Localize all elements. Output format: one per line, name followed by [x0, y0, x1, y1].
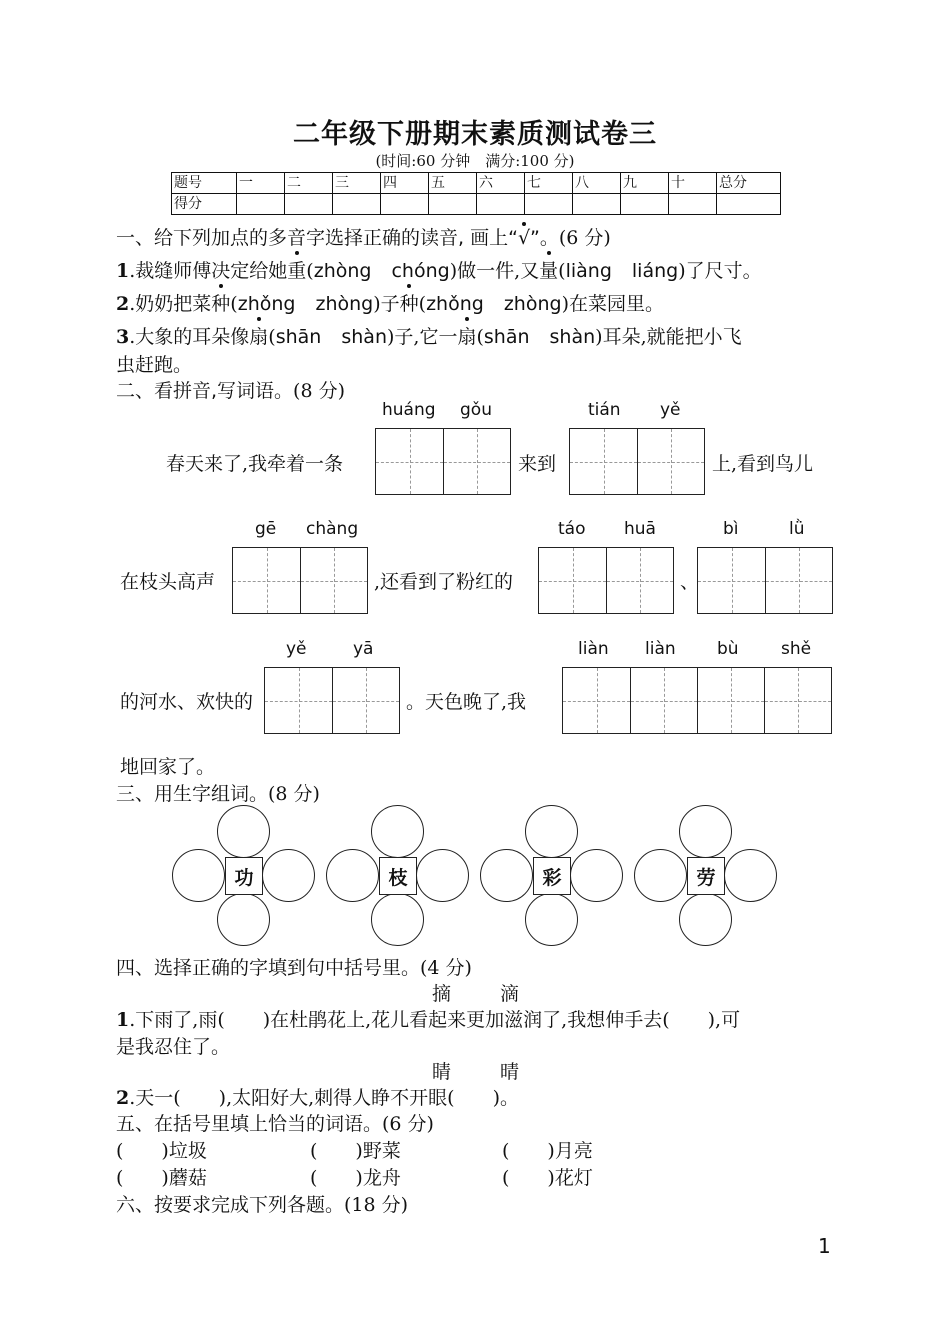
- pinyin-label: táo: [558, 519, 586, 539]
- word-circle[interactable]: [679, 893, 732, 946]
- section-6-points: (18 分): [344, 1194, 409, 1216]
- grid-cell[interactable]: [606, 548, 673, 613]
- pinyin-option[interactable]: zhòng: [503, 293, 562, 315]
- pinyin-label: tián: [588, 400, 621, 420]
- pinyin-option[interactable]: shàn: [341, 326, 387, 348]
- paren: (: [418, 293, 427, 315]
- section-1-points: (6 分): [558, 227, 611, 249]
- pinyin-option[interactable]: zhòng: [313, 260, 372, 282]
- pinyin-label: yě: [286, 639, 307, 659]
- center-char: 枝: [379, 857, 417, 895]
- pinyin-label: liàn: [645, 639, 676, 659]
- fill-item[interactable]: ( )野菜: [310, 1140, 401, 1162]
- s1-question-2: [116, 289, 664, 316]
- pinyin-option[interactable]: chóng: [391, 260, 450, 282]
- section-3-heading-text: 三、用生字组词。: [116, 783, 269, 805]
- pinyin-option[interactable]: zhǒng: [237, 293, 296, 315]
- section-6-heading-text: 六、按要求完成下列各题。: [116, 1194, 345, 1216]
- question-text: )做一件,又: [449, 260, 540, 282]
- section-5-points: (6 分): [382, 1113, 434, 1135]
- pinyin-label: liàn: [578, 639, 609, 659]
- dotted-char: 扇: [457, 322, 476, 349]
- question-number: 2: [116, 293, 130, 315]
- center-char: 彩: [533, 857, 571, 895]
- score-header-cell: 一: [237, 173, 285, 194]
- word-circle[interactable]: [480, 849, 533, 902]
- s1-question-3: [116, 322, 742, 349]
- grid-cell[interactable]: [233, 548, 300, 613]
- s2-sentence-part: 上,看到鸟儿: [712, 453, 814, 475]
- page-number: 1: [818, 1234, 831, 1258]
- score-cell[interactable]: [525, 194, 573, 215]
- question-number: 2: [116, 1087, 130, 1109]
- score-cell[interactable]: [381, 194, 429, 215]
- section-2-points: (8 分): [293, 380, 346, 402]
- char-option: 睛: [432, 1061, 452, 1083]
- section-3-points: (8 分): [268, 783, 320, 805]
- pinyin-label: bù: [717, 639, 739, 659]
- pinyin-option[interactable]: zhòng: [315, 293, 374, 315]
- pinyin-option[interactable]: zhǒng: [426, 293, 484, 315]
- grid-cell[interactable]: [265, 668, 332, 733]
- word-circle[interactable]: [416, 849, 469, 902]
- score-header-cell: 五: [429, 173, 477, 194]
- score-cell[interactable]: [477, 194, 525, 215]
- word-circle[interactable]: [262, 849, 315, 902]
- question-text: .大象的耳朵像: [129, 326, 250, 348]
- word-circle[interactable]: [217, 893, 270, 946]
- score-header-cell: 十: [669, 173, 717, 194]
- paren: (: [268, 326, 276, 348]
- section-4-heading: [116, 953, 472, 980]
- grid-cell[interactable]: [630, 668, 697, 733]
- score-header-cell: 八: [573, 173, 621, 194]
- paren: (: [558, 260, 566, 282]
- grid-cell[interactable]: [443, 429, 510, 494]
- s4-question-1: [116, 1005, 740, 1032]
- center-char: 功: [225, 857, 263, 895]
- grid-cell[interactable]: [697, 668, 764, 733]
- s2-sentence-part: 春天来了,我牵着一条: [166, 453, 344, 475]
- grid-cell[interactable]: [332, 668, 399, 733]
- score-cell[interactable]: [717, 194, 781, 215]
- section-1-heading-text: 一、给下列加点的多音字选择正确的读音, 画上“: [116, 227, 518, 249]
- word-circle[interactable]: [326, 849, 379, 902]
- word-circle[interactable]: [634, 849, 687, 902]
- question-number: 1: [116, 260, 130, 282]
- score-cell[interactable]: [333, 194, 381, 215]
- score-cell[interactable]: [669, 194, 717, 215]
- question-text: .天一( ),太阳好大,刺得人睁不开眼( )。: [129, 1087, 520, 1109]
- question-text: .裁缝师傅决定给她: [129, 260, 288, 282]
- writing-grid-bilv[interactable]: [697, 547, 833, 614]
- writing-grid-yeya[interactable]: [264, 667, 400, 734]
- s4-question-1-line-2: 是我忍住了。: [116, 1036, 231, 1058]
- paren: (: [306, 260, 314, 282]
- score-cell[interactable]: [285, 194, 333, 215]
- grid-cell[interactable]: [539, 548, 606, 613]
- writing-grid-gechang[interactable]: [232, 547, 368, 614]
- writing-grid-lianlianbushe[interactable]: [562, 667, 832, 734]
- question-text: )耳朵,就能把小飞: [595, 326, 742, 348]
- pinyin-label: lǜ: [789, 519, 805, 539]
- score-header-cell: 题号: [172, 173, 237, 194]
- score-cell[interactable]: [429, 194, 477, 215]
- word-circle[interactable]: [371, 805, 424, 858]
- pinyin-label: shě: [781, 639, 812, 659]
- paren: (: [230, 293, 238, 315]
- score-row-label: 得分: [172, 194, 237, 215]
- pinyin-label: chàng: [306, 519, 359, 539]
- score-cell[interactable]: [621, 194, 669, 215]
- word-circle[interactable]: [525, 805, 578, 858]
- char-option: 滴: [500, 983, 520, 1005]
- dotted-char: 种: [400, 289, 419, 316]
- pinyin-label: gē: [255, 519, 277, 539]
- score-table-header-row: [172, 173, 781, 194]
- score-cell[interactable]: [237, 194, 285, 215]
- exam-subtitle: (时间:60 分钟 满分:100 分): [375, 152, 575, 170]
- section-5-heading: [116, 1109, 434, 1136]
- pinyin-label: yě: [660, 400, 681, 420]
- pinyin-option[interactable]: shān: [275, 326, 322, 348]
- score-header-cell: 总分: [717, 173, 781, 194]
- writing-grid-tianye[interactable]: [569, 428, 705, 495]
- section-6-heading: [116, 1190, 408, 1217]
- question-text: )子: [373, 293, 400, 315]
- pinyin-option[interactable]: shān: [483, 326, 530, 348]
- section-1-heading-tail: ”。: [530, 227, 559, 249]
- s2-sentence-part: ,还看到了粉红的: [374, 571, 514, 593]
- s1-question-3-line-2: 虫赶跑。: [116, 354, 193, 376]
- grid-cell[interactable]: [637, 429, 704, 494]
- section-3-heading: [116, 779, 320, 806]
- grid-cell[interactable]: [764, 668, 831, 733]
- pinyin-label: yā: [353, 639, 374, 659]
- question-text: )了尺寸。: [678, 260, 762, 282]
- question-text: .下雨了,雨( )在杜鹃花上,花儿看起来更加滋润了,我想伸手去( ),可: [129, 1009, 741, 1031]
- check-mark: √: [517, 227, 531, 249]
- fill-item[interactable]: ( )月亮: [502, 1140, 593, 1162]
- score-header-cell: 四: [381, 173, 429, 194]
- pinyin-option[interactable]: liáng: [631, 260, 679, 282]
- word-circle[interactable]: [570, 849, 623, 902]
- grid-cell[interactable]: [698, 548, 765, 613]
- score-table-score-row: [172, 194, 781, 215]
- word-circle[interactable]: [172, 849, 225, 902]
- question-number: 3: [116, 326, 130, 348]
- word-circle[interactable]: [724, 849, 777, 902]
- dotted-char: 扇: [249, 322, 268, 349]
- char-option: 晴: [500, 1061, 520, 1083]
- question-text: .奶奶把菜: [129, 293, 212, 315]
- paren: (: [476, 326, 484, 348]
- score-table: [171, 172, 781, 215]
- s4-question-2: [116, 1083, 519, 1110]
- s2-sentence-part: 、: [680, 571, 700, 593]
- section-4-points: (4 分): [420, 957, 472, 979]
- score-header-cell: 三: [333, 173, 381, 194]
- question-text: )在菜园里。: [561, 293, 664, 315]
- word-circle[interactable]: [371, 893, 424, 946]
- writing-grid-huanggou[interactable]: [375, 428, 511, 495]
- section-2-heading: [116, 376, 345, 403]
- section-4-heading-text: 四、选择正确的字填到句中括号里。: [116, 957, 421, 979]
- pinyin-option[interactable]: shàn: [549, 326, 596, 348]
- fill-item[interactable]: ( )垃圾: [116, 1140, 207, 1162]
- score-header-cell: 六: [477, 173, 525, 194]
- pinyin-label: gǒu: [460, 400, 492, 420]
- fill-item[interactable]: ( )花灯: [502, 1167, 593, 1189]
- pinyin-label: huáng: [382, 400, 436, 420]
- grid-cell[interactable]: [765, 548, 832, 613]
- s2-sentence-part: 。天色晚了,我: [406, 691, 527, 713]
- section-1-heading: [116, 223, 611, 250]
- page-title: 二年级下册期末素质测试卷三: [293, 119, 657, 150]
- dotted-char: 量: [539, 256, 558, 283]
- word-circle[interactable]: [525, 893, 578, 946]
- grid-cell[interactable]: [570, 429, 637, 494]
- grid-cell[interactable]: [376, 429, 443, 494]
- s1-question-1: [116, 256, 762, 283]
- section-2-heading-text: 二、看拼音,写词语。: [116, 380, 294, 402]
- s2-sentence-part: 地回家了。: [120, 756, 216, 778]
- fill-item[interactable]: ( )龙舟: [310, 1167, 401, 1189]
- question-text: )子,它一: [387, 326, 458, 348]
- word-circle[interactable]: [217, 805, 270, 858]
- grid-cell[interactable]: [563, 668, 630, 733]
- fill-item[interactable]: ( )蘑菇: [116, 1167, 207, 1189]
- center-char: 劳: [687, 857, 725, 895]
- char-option: 摘: [432, 983, 452, 1005]
- question-number: 1: [116, 1009, 130, 1031]
- score-cell[interactable]: [573, 194, 621, 215]
- score-header-cell: 二: [285, 173, 333, 194]
- pinyin-option[interactable]: liàng: [565, 260, 612, 282]
- s2-sentence-part: 的河水、欢快的: [120, 691, 254, 713]
- pinyin-label: bì: [723, 519, 739, 539]
- score-header-cell: 九: [621, 173, 669, 194]
- pinyin-label: huā: [624, 519, 656, 539]
- s2-sentence-part: 来到: [518, 453, 557, 475]
- score-header-cell: 七: [525, 173, 573, 194]
- dotted-char: 重: [287, 256, 306, 283]
- s2-sentence-part: 在枝头高声: [120, 571, 216, 593]
- section-5-heading-text: 五、在括号里填上恰当的词语。: [116, 1113, 383, 1135]
- writing-grid-taohua[interactable]: [538, 547, 674, 614]
- word-circle[interactable]: [679, 805, 732, 858]
- dotted-char: 种: [211, 289, 230, 316]
- grid-cell[interactable]: [300, 548, 367, 613]
